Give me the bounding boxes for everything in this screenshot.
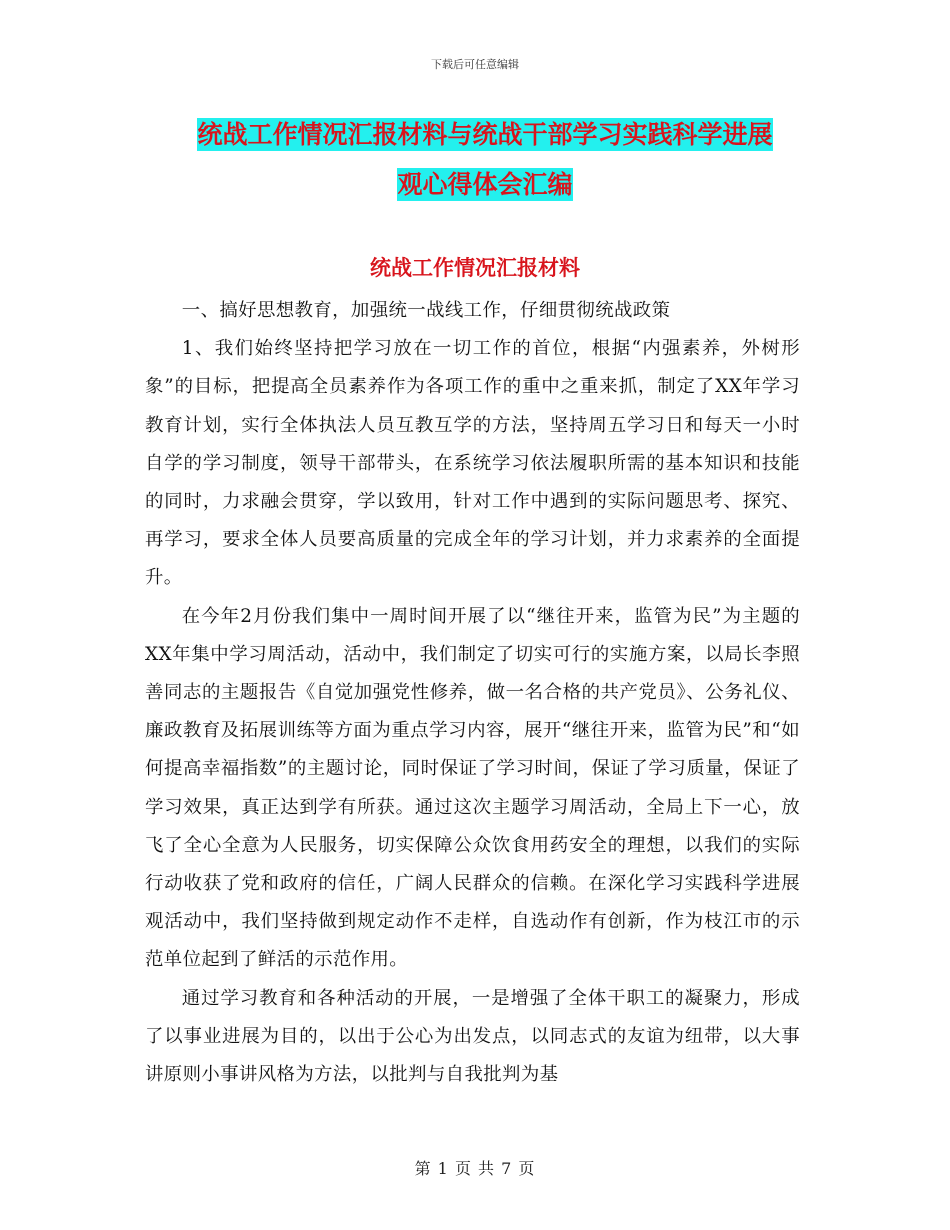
paragraph: 1、我们始终坚持把学习放在一切工作的首位，根据“内强素养，外树形象”的目标，把提高全员素养作为各项工作的重中之重来抓，制定了XX年学习教育计划，实行全体执法人员互教互学的方法，坚持周五学习日和每天一小时自学的学习制度，领导干部带头，在系统学习依法履职所需的基本知识和技能的同时，力求融会贯穿，学以致用，针对工作中遇到的实际问题思考、探究、再学习，要求全体人员要高质量的完成全年的学习计划，并力求素养的全面提升。 bbox=[145, 338, 800, 589]
title-line-2: 观心得体会汇编 bbox=[397, 170, 573, 199]
page-footer: 第 1 页 共 7 页 bbox=[414, 1159, 536, 1178]
paragraph: 通过学习教育和各种活动的开展，一是增强了全体干职工的凝聚力，形成了以事业进展为目的，以出于公心为出发点，以同志式的友谊为纽带，以大事讲原则小事讲风格为方法，以批判与自我批判为基 bbox=[145, 987, 800, 1086]
page-header: 下载后可任意编辑 bbox=[431, 58, 519, 71]
section-title: 统战工作情况汇报材料 bbox=[370, 256, 580, 280]
title-line-1: 统战工作情况汇报材料与统战干部学习实践科学进展 bbox=[197, 120, 773, 149]
document-title bbox=[140, 110, 830, 210]
paragraph: 在今年2月份我们集中一周时间开展了以“继往开来，监管为民”为主题的XX年集中学习周活动，活动中，我们制定了切实可行的实施方案，以局长李照善同志的主题报告《自觉加强党性修养，做一名合格的共产党员》、公务礼仪、廉政教育及拓展训练等方面为重点学习内容，展开“继往开来，监管为民”和“如何提高幸福指数”的主题讨论，同时保证了学习时间，保证了学习质量，保证了学习效果，真正达到学有所获。通过这次主题学习周活动，全局上下一心，放飞了全心全意为人民服务，切实保障公众饮食用药安全的理想，以我们的实际行动收获了党和政府的信任，广阔人民群众的信赖。在深化学习实践科学进展观活动中，我们坚持做到规定动作不走样，自选动作有创新，作为枝江市的示范单位起到了鲜活的示范作用。 bbox=[145, 605, 800, 971]
body-text bbox=[145, 292, 800, 1094]
paragraph: 一、搞好思想教育，加强统一战线工作，仔细贯彻统战政策 bbox=[181, 300, 671, 321]
